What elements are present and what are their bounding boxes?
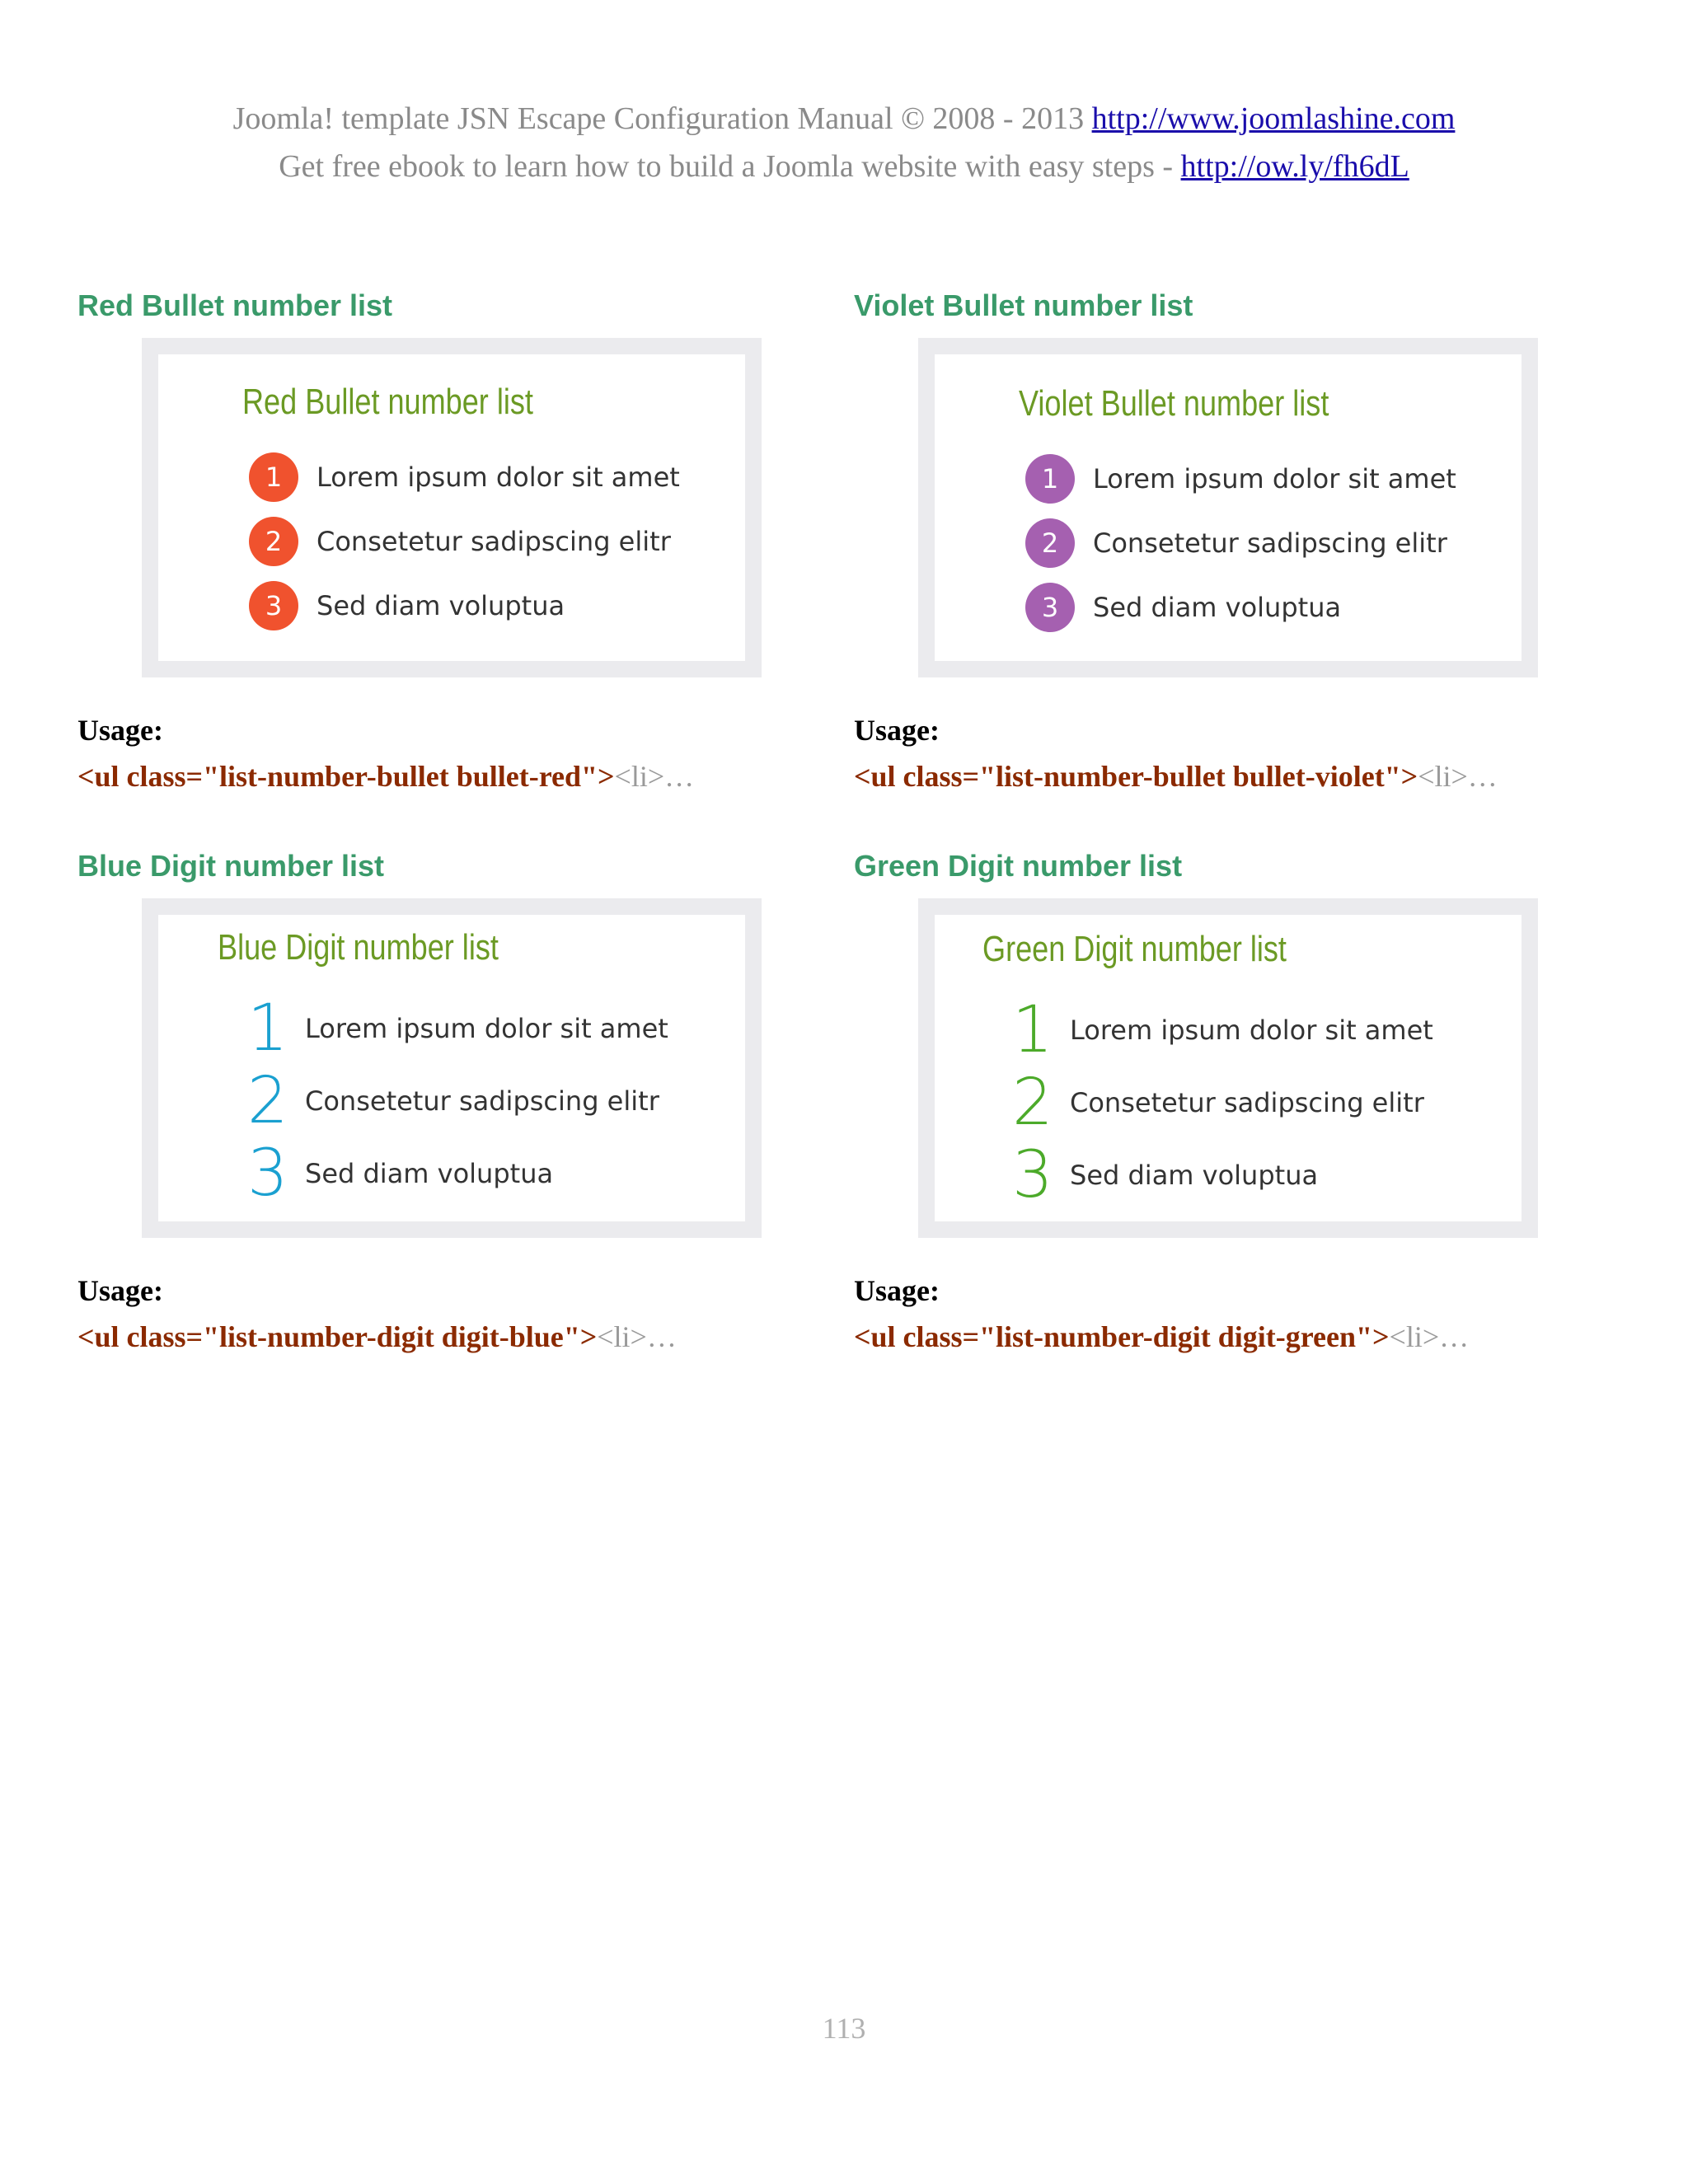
list-item bbox=[247, 1063, 668, 1136]
preview-frame bbox=[918, 338, 1538, 677]
usage-code bbox=[854, 753, 1498, 799]
usage-code bbox=[77, 1314, 677, 1360]
preview-frame bbox=[142, 338, 762, 677]
list-item-text: Sed diam voluptua bbox=[1070, 1160, 1319, 1191]
code-tag: <ul class="list-number-digit digit-green"> bbox=[854, 1320, 1390, 1353]
joomlashine-link[interactable]: http://www.joomlashine.com bbox=[1091, 101, 1456, 136]
usage-code bbox=[854, 1314, 1469, 1360]
section-title: Red Bullet number list bbox=[77, 288, 393, 322]
blue-digit: 2 bbox=[247, 1064, 288, 1138]
list-item-text: Lorem ipsum dolor sit amet bbox=[1093, 463, 1456, 494]
ebook-link[interactable]: http://ow.ly/fh6dL bbox=[1180, 149, 1409, 184]
preview-title: Blue Digit number list bbox=[218, 927, 499, 968]
list-item bbox=[247, 991, 668, 1066]
red-bullet-list bbox=[249, 443, 680, 636]
violet-bullet-list bbox=[1025, 445, 1456, 638]
section-title: Blue Digit number list bbox=[77, 849, 385, 883]
list-item-text: Sed diam voluptua bbox=[316, 590, 565, 621]
blue-digit: 3 bbox=[247, 1137, 288, 1211]
list-item bbox=[249, 572, 680, 636]
usage-label: Usage: bbox=[854, 1274, 940, 1307]
preview-title: Green Digit number list bbox=[982, 929, 1287, 969]
list-item-text: Lorem ipsum dolor sit amet bbox=[305, 1013, 668, 1044]
list-item bbox=[1025, 509, 1456, 574]
page-header bbox=[0, 95, 1688, 190]
list-item bbox=[1012, 1137, 1433, 1210]
section-title: Green Digit number list bbox=[854, 849, 1183, 883]
green-digit: 3 bbox=[1012, 1138, 1053, 1212]
red-bullet-icon: 3 bbox=[249, 581, 298, 630]
blue-digit-list bbox=[247, 991, 668, 1211]
code-tail: <li>… bbox=[1418, 760, 1498, 793]
list-item bbox=[247, 1136, 668, 1211]
code-tail: <li>… bbox=[614, 760, 695, 793]
section-violet-bullet bbox=[854, 285, 1596, 793]
preview-box bbox=[158, 354, 745, 661]
list-item bbox=[1012, 1065, 1433, 1140]
list-item bbox=[249, 443, 680, 508]
preview-frame bbox=[142, 898, 762, 1238]
code-tag: <ul class="list-number-bullet bullet-red"> bbox=[77, 760, 615, 793]
code-tail: <li>… bbox=[1389, 1320, 1470, 1353]
header-text-1: Joomla! template JSN Escape Configuration Manual © 2008 - 2013 bbox=[232, 101, 1092, 136]
preview-frame bbox=[918, 898, 1538, 1238]
section-red-bullet bbox=[77, 285, 819, 793]
usage-label: Usage: bbox=[854, 714, 940, 747]
section-blue-digit bbox=[77, 846, 819, 1353]
green-digit: 2 bbox=[1012, 1066, 1053, 1140]
list-item-text: Consetetur sadipscing elitr bbox=[305, 1085, 659, 1117]
green-digit: 1 bbox=[1012, 993, 1053, 1067]
list-item bbox=[1012, 992, 1433, 1065]
list-item bbox=[249, 508, 680, 572]
list-item-text: Sed diam voluptua bbox=[305, 1158, 554, 1189]
preview-title: Red Bullet number list bbox=[242, 382, 533, 422]
preview-box bbox=[935, 915, 1522, 1221]
list-item-text: Lorem ipsum dolor sit amet bbox=[316, 462, 680, 493]
red-bullet-icon: 1 bbox=[249, 452, 298, 502]
list-item-text: Sed diam voluptua bbox=[1093, 592, 1342, 623]
header-line-1 bbox=[0, 95, 1688, 143]
list-item-text: Consetetur sadipscing elitr bbox=[1093, 527, 1447, 559]
section-green-digit bbox=[854, 846, 1596, 1353]
usage-label: Usage: bbox=[77, 714, 163, 747]
list-item bbox=[1025, 445, 1456, 509]
page-number: 113 bbox=[822, 2012, 866, 2045]
blue-digit: 1 bbox=[247, 991, 288, 1066]
red-bullet-icon: 2 bbox=[249, 517, 298, 566]
violet-bullet-icon: 2 bbox=[1025, 518, 1075, 568]
list-item-text: Consetetur sadipscing elitr bbox=[316, 526, 671, 557]
header-line-2 bbox=[0, 143, 1688, 190]
list-item-text: Lorem ipsum dolor sit amet bbox=[1070, 1015, 1433, 1046]
usage-code bbox=[77, 753, 694, 799]
code-tag: <ul class="list-number-digit digit-blue"> bbox=[77, 1320, 598, 1353]
code-tag: <ul class="list-number-bullet bullet-violet"> bbox=[854, 760, 1418, 793]
section-title: Violet Bullet number list bbox=[854, 288, 1193, 322]
list-item-text: Consetetur sadipscing elitr bbox=[1070, 1087, 1424, 1118]
code-tail: <li>… bbox=[597, 1320, 677, 1353]
list-item bbox=[1025, 574, 1456, 638]
preview-title: Violet Bullet number list bbox=[1019, 383, 1329, 424]
preview-box bbox=[935, 354, 1522, 661]
preview-box bbox=[158, 915, 745, 1221]
green-digit-list bbox=[1012, 992, 1433, 1210]
header-text-2: Get free ebook to learn how to build a Joomla website with easy steps - bbox=[279, 149, 1181, 184]
violet-bullet-icon: 3 bbox=[1025, 583, 1075, 632]
usage-label: Usage: bbox=[77, 1274, 163, 1307]
violet-bullet-icon: 1 bbox=[1025, 454, 1075, 504]
